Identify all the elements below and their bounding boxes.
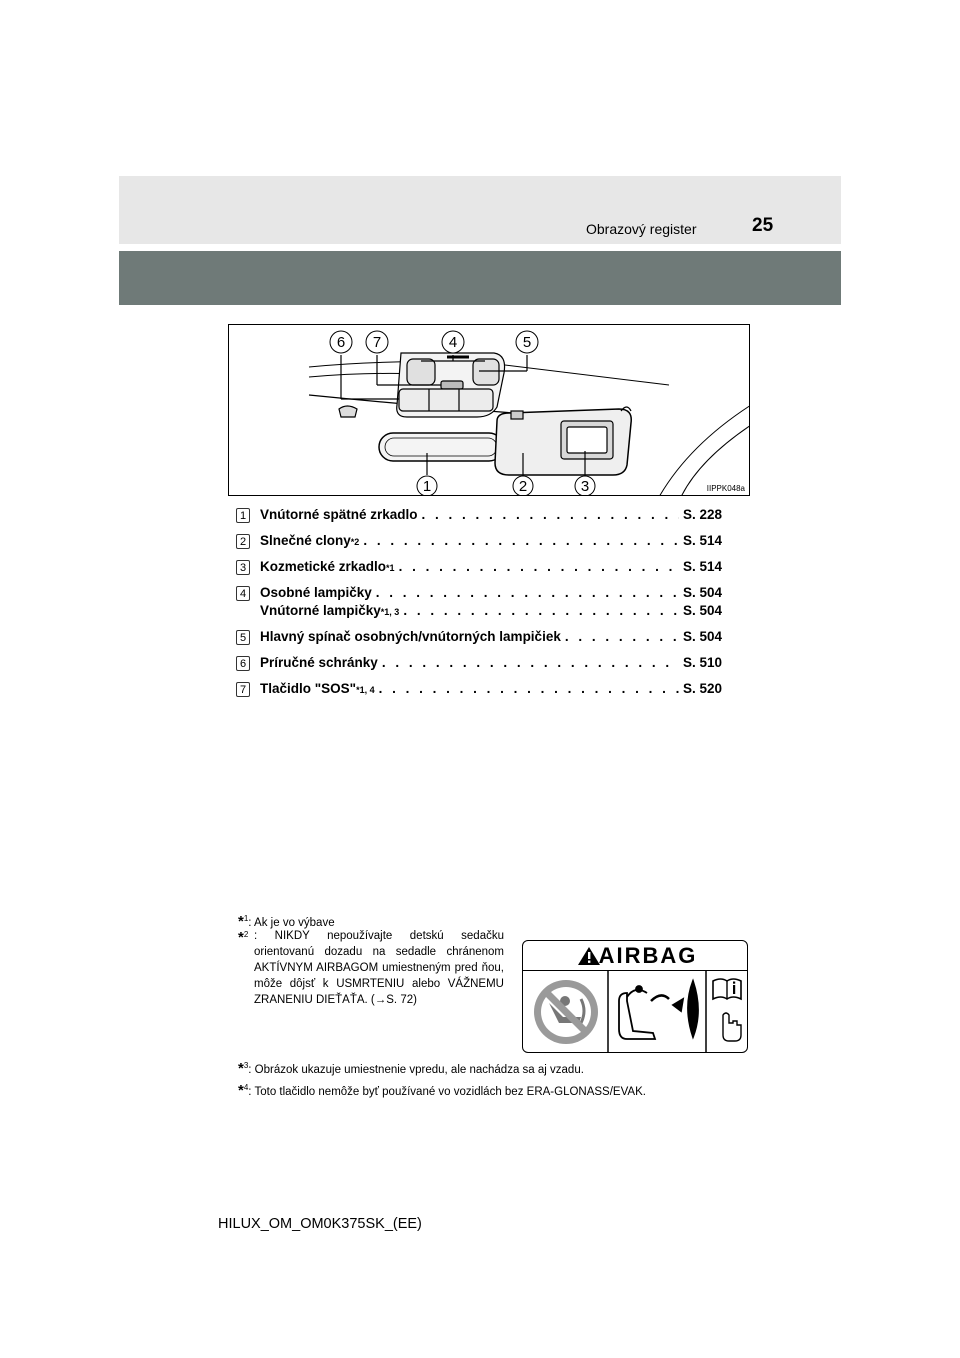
- item-number: 4: [236, 586, 250, 601]
- footnote-star: *: [238, 1059, 244, 1077]
- footnote-star: *: [238, 1081, 244, 1099]
- item-line: [260, 655, 722, 670]
- item-number: 3: [236, 560, 250, 575]
- item-line: [260, 629, 722, 644]
- no-rear-facing-child-seat-icon: [534, 980, 598, 1044]
- page-number: 25: [752, 215, 774, 236]
- footnote-number: 2: [243, 930, 249, 939]
- footnote-3: [238, 1058, 758, 1078]
- footnote-text: : Obrázok ukazuje umiestnenie vpredu, ale nachádza sa aj vzadu.: [248, 1063, 584, 1076]
- item-line: [260, 507, 722, 522]
- overhead-console-drawing: [229, 325, 750, 496]
- item-number: 1: [236, 508, 250, 523]
- footnote-4: [238, 1080, 758, 1100]
- page-reference-link[interactable]: S. 228: [682, 507, 722, 522]
- list-item: [236, 533, 722, 559]
- footnote-number: 3: [243, 1061, 249, 1070]
- airbag-warning-label: [522, 940, 748, 1053]
- item-number: 6: [236, 656, 250, 671]
- airbag-deploy-icon: [619, 981, 698, 1039]
- list-item: [236, 655, 722, 681]
- callout-1: 1: [422, 478, 432, 495]
- document-code: HILUX_OM_OM0K375SK_(EE): [218, 1216, 422, 1232]
- footnote-number: 1: [243, 914, 249, 923]
- item-label: Vnútorné spätné zrkadlo: [260, 507, 418, 522]
- leader-dots: [363, 533, 679, 548]
- callout-2: 2: [518, 478, 528, 495]
- leader-dots: [399, 559, 679, 574]
- item-number: 7: [236, 682, 250, 697]
- list-item: [236, 559, 722, 585]
- page-reference-link[interactable]: S. 514: [682, 559, 722, 574]
- callout-7: 7: [372, 334, 382, 351]
- item-label: Osobné lampičky: [260, 585, 372, 600]
- item-footnote-mark: *1, 4: [356, 685, 375, 695]
- list-item: [236, 585, 722, 629]
- page-reference-link[interactable]: S. 504: [682, 585, 722, 600]
- page-reference-link[interactable]: S. 510: [682, 655, 722, 670]
- manual-info-icon: [713, 979, 741, 1041]
- item-label: Príručné schránky: [260, 655, 378, 670]
- interior-illustration: [228, 324, 750, 496]
- list-item: [236, 629, 722, 655]
- airbag-title: AIRBAG: [523, 941, 747, 971]
- item-line: [260, 681, 722, 696]
- footnote-text: : Ak je vo výbave: [248, 916, 335, 929]
- item-label: Slnečné clony: [260, 533, 351, 548]
- item-number: 2: [236, 534, 250, 549]
- item-number: 5: [236, 630, 250, 645]
- section-title: Obrazový register: [586, 221, 697, 237]
- leader-dots: [422, 507, 679, 522]
- footnote-2: [254, 928, 504, 1008]
- footnote-number: 4: [243, 1083, 249, 1092]
- item-line: [260, 585, 722, 600]
- leader-dots: [379, 681, 679, 696]
- item-label: Tlačidlo "SOS": [260, 681, 357, 696]
- item-line: [260, 603, 722, 618]
- leader-dots: [565, 629, 679, 644]
- footnote-star: *: [238, 912, 244, 930]
- callouts-bottom: [417, 476, 595, 496]
- item-label: Kozmetické zrkadlo: [260, 559, 387, 574]
- item-list: [236, 507, 722, 707]
- warning-triangle-icon: [578, 947, 600, 965]
- item-footnote-mark: *1, 3: [380, 607, 400, 617]
- callout-6: 6: [336, 334, 346, 351]
- item-footnote-mark: *2: [350, 537, 360, 547]
- callout-5: 5: [522, 334, 532, 351]
- footnote-star: *: [238, 928, 244, 946]
- list-item: [236, 681, 722, 707]
- figure-code: IIPPK048a: [706, 484, 745, 493]
- footnote-text: : Toto tlačidlo nemôže byť používané vo vozidlách bez ERA-GLONASS/EVAK.: [248, 1085, 646, 1098]
- callouts-top: [330, 331, 538, 353]
- leader-dots: [376, 585, 679, 600]
- callout-4: 4: [448, 334, 458, 351]
- callout-3: 3: [580, 478, 590, 495]
- item-line: [260, 533, 722, 548]
- leader-dots: [403, 603, 679, 618]
- list-item: [236, 507, 722, 533]
- item-label: Vnútorné lampičky: [260, 603, 381, 618]
- item-line: [260, 559, 722, 574]
- header-band: [119, 176, 841, 244]
- header-bar: [119, 251, 841, 305]
- leader-dots: [382, 655, 679, 670]
- footnote-text: : NIKDY nepoužívajte detskú sedačku orientovanú dozadu na sedadle chránenom AKTÍVNYM AIRBAGOM umiestneným pred ňou, môže dôjsť k USMRTENIU alebo VÁŽNEMU ZRANENIU DIEŤAŤA. (→S. 72): [254, 930, 504, 1006]
- airbag-pictograms: [523, 941, 748, 1053]
- page-reference-link[interactable]: S. 504: [682, 629, 722, 644]
- item-footnote-mark: *1: [386, 563, 395, 573]
- item-label: Hlavný spínač osobných/vnútorných lampičiek: [260, 629, 561, 644]
- page-reference-link[interactable]: S. 520: [682, 681, 722, 696]
- page-reference-link[interactable]: S. 504: [682, 603, 722, 618]
- page-reference-link[interactable]: S. 514: [682, 533, 722, 548]
